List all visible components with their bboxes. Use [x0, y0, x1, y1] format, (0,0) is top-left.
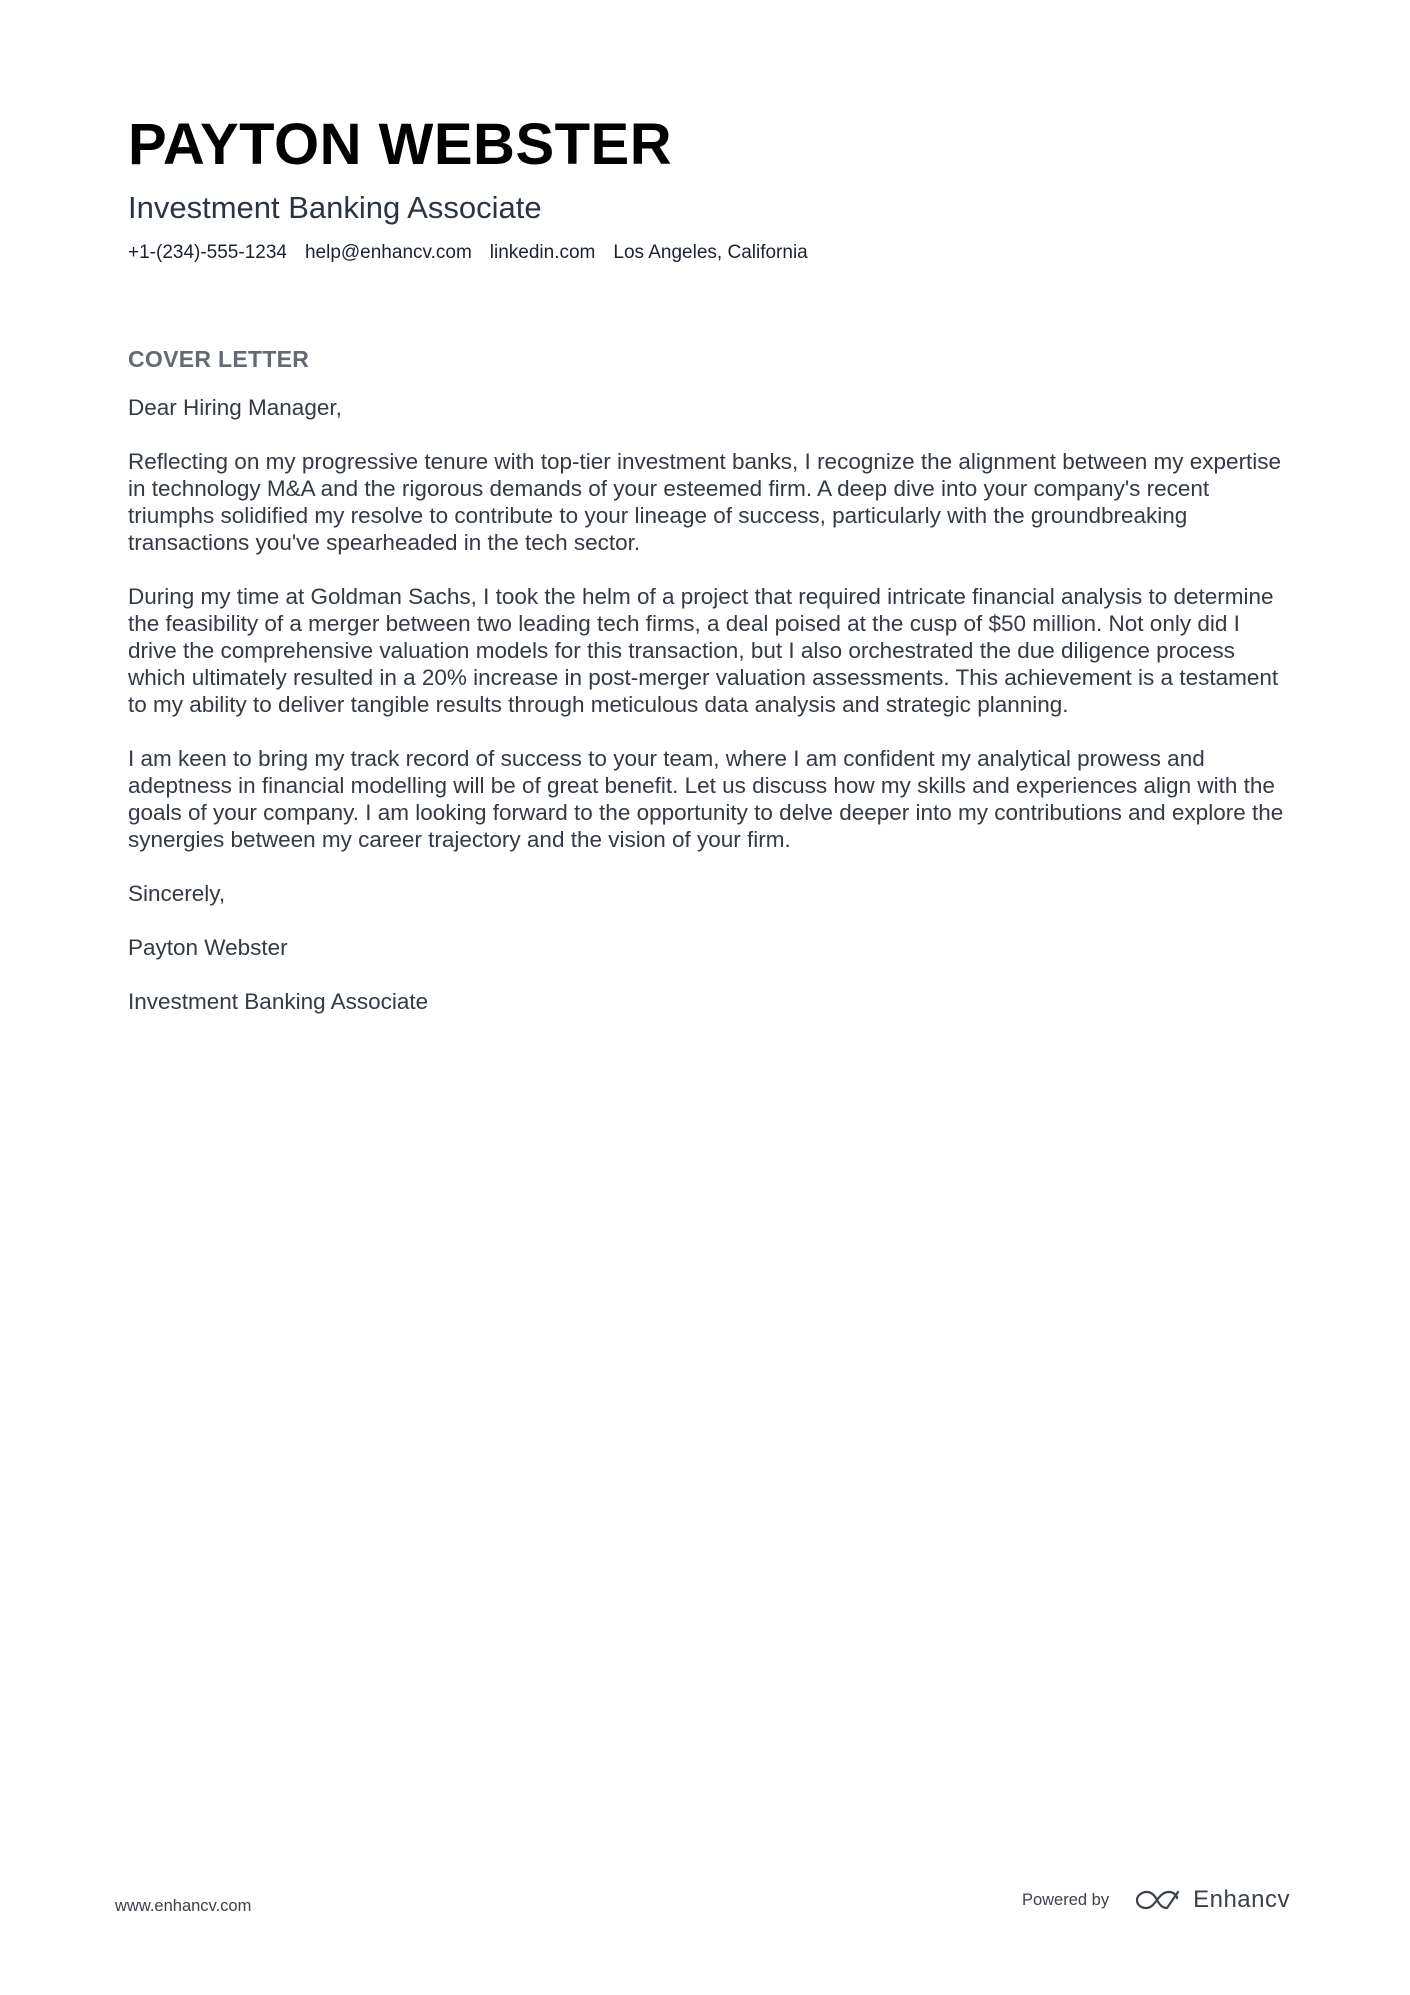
- letter-body: [128, 344, 1293, 1042]
- contact-phone: +1-(234)-555-1234: [128, 242, 287, 263]
- brand-name: Enhancv: [1193, 1886, 1290, 1913]
- enhancv-logo-icon: [1135, 1888, 1181, 1912]
- contact-location: Los Angeles, California: [613, 242, 808, 263]
- paragraph-2: During my time at Goldman Sachs, I took the helm of a project that required intricate financial analysis to determine the feasibility of a merger between two leading tech firms, a deal poised at the cusp of $50 million. Not only did I drive the comprehensive valuation models for this transaction, but I also orchestrated the due diligence process which ultimately resulted in a 20% increase in post-merger valuation assessments. This achievement is a testament to my ability to deliver tangible results through meticulous data analysis and strategic planning.: [128, 584, 1279, 717]
- signature-title: Investment Banking Associate: [128, 989, 429, 1014]
- powered-by-label: Powered by: [1021, 1891, 1110, 1909]
- candidate-name: PAYTON WEBSTER: [128, 112, 673, 177]
- footer-website[interactable]: www.enhancv.com: [115, 1897, 252, 1915]
- candidate-headline: Investment Banking Associate: [128, 190, 542, 225]
- closing: Sincerely,: [128, 881, 226, 906]
- contact-linkedin[interactable]: linkedin.com: [489, 242, 596, 263]
- header: [128, 108, 1288, 266]
- contact-info: [128, 240, 1288, 266]
- paragraph-1: Reflecting on my progressive tenure with top-tier investment banks, I recognize the alignment between my expertise in technology M&A and the rigorous demands of your esteemed firm. A deep dive into your company's recent triumphs solidified my resolve to contribute to your lineage of success, particularly with the groundbreaking transactions you've spearheaded in the tech sector.: [128, 449, 1282, 555]
- contact-email[interactable]: help@enhancv.com: [304, 242, 472, 263]
- salutation: Dear Hiring Manager,: [128, 395, 342, 420]
- footer-branding: [1022, 1886, 1290, 1914]
- section-title: COVER LETTER: [128, 346, 310, 372]
- brand-link[interactable]: [1135, 1886, 1290, 1914]
- signature-name: Payton Webster: [128, 935, 288, 960]
- paragraph-3: I am keen to bring my track record of success to your team, where I am confident my analytical prowess and adeptness in financial modelling will be of great benefit. Let us discuss how my skills and experiences align with the goals of your company. I am looking forward to the opportunity to delve deeper into my contributions and explore the synergies between my career trajectory and the vision of your firm.: [128, 746, 1284, 852]
